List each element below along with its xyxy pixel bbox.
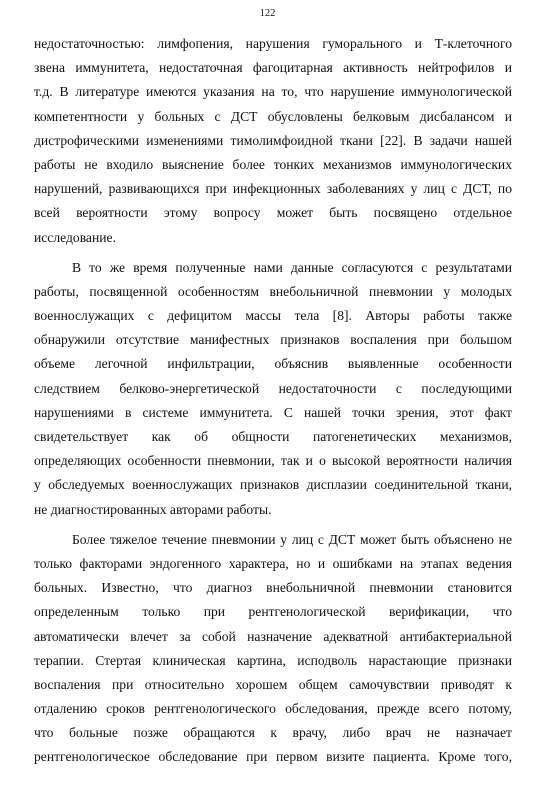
text-line: определяющих особенности пневмонии, так и о высокой вероятности наличия [34,453,512,469]
text-line: недостаточностью: лимфопения, нарушения гуморального и Т-клеточного [34,36,512,51]
paragraph-1 [34,32,512,250]
text-line: военнослужащих с дефицитом массы тела [8]. Авторы работы также [34,308,512,324]
text-line: что больные позже обращаются к врачу, либо врач не назначает [34,725,512,741]
document-body [34,32,512,770]
text-line: нарушений, развивающихся при инфекционных заболеваниях у лиц с ДСТ, по [34,181,512,197]
text-line: компетентности у больных с ДСТ обусловлены белковым дисбалансом и [34,108,512,124]
text-line: рентгенологическое обследование при первом визите пациента. Кроме того, [34,749,512,765]
text-line: следствием белково-энергетической недостаточности с последующими [34,380,512,396]
text-line: обнаружили отсутствие манифестных признаков воспаления при большом [34,332,512,348]
page-number: 122 [259,8,276,19]
text-line: всей вероятности этому вопросу может быть посвящено отдельное [34,205,512,221]
text-line: нарушениями в системе иммунитета. С нашей точки зрения, этот факт [34,404,512,420]
text-line: свидетельствует как об общности патогенетических механизмов, [34,429,512,444]
text-line: звена иммунитета, недостаточная фагоцитарная активность нейтрофилов и [34,60,512,76]
text-line: работы не входило выяснение более тонких механизмов иммунологических [34,156,512,172]
text-line: больных. Известно, что диагноз внебольничной пневмонии становится [34,580,512,596]
text-line: дистрофическими изменениями тимолимфоидной ткани [22]. В задачи нашей [34,132,512,148]
paragraph-3 [34,528,512,770]
text-line: определенным только при рентгенологической верификации, что [34,604,512,620]
text-line: терапии. Стертая клиническая картина, исподволь нарастающие признаки [34,652,512,668]
text-line: объеме легочной инфильтрации, объяснив выявленные особенности [34,356,512,372]
text-line: воспаления при относительно хорошем общем самочувствии приводят к [34,676,512,692]
text-line: работы, посвященной особенностям внебольничной пневмонии у молодых [34,283,512,299]
text-line: В то же время полученные нами данные согласуются с результатами [72,259,512,275]
text-line: т.д. В литературе имеются указания на то, что нарушение иммунологической [34,84,512,100]
text-line: только факторами эндогенного характера, но и ошибками на этапах ведения [34,555,512,571]
text-line: исследование. [34,229,116,245]
text-line: у обследуемых военнослужащих признаков дисплазии соединительной ткани, [34,477,512,493]
text-line: Более тяжелое течение пневмонии у лиц с ДСТ может быть объяснено не [72,531,512,547]
paragraph-2 [34,256,512,522]
text-line: не диагностированных авторами работы. [34,501,272,517]
text-line: отдалению сроков рентгенологического обследования, прежде всего потому, [34,701,512,717]
text-line: автоматически влечет за собой назначение адекватной антибактериальной [34,628,512,644]
